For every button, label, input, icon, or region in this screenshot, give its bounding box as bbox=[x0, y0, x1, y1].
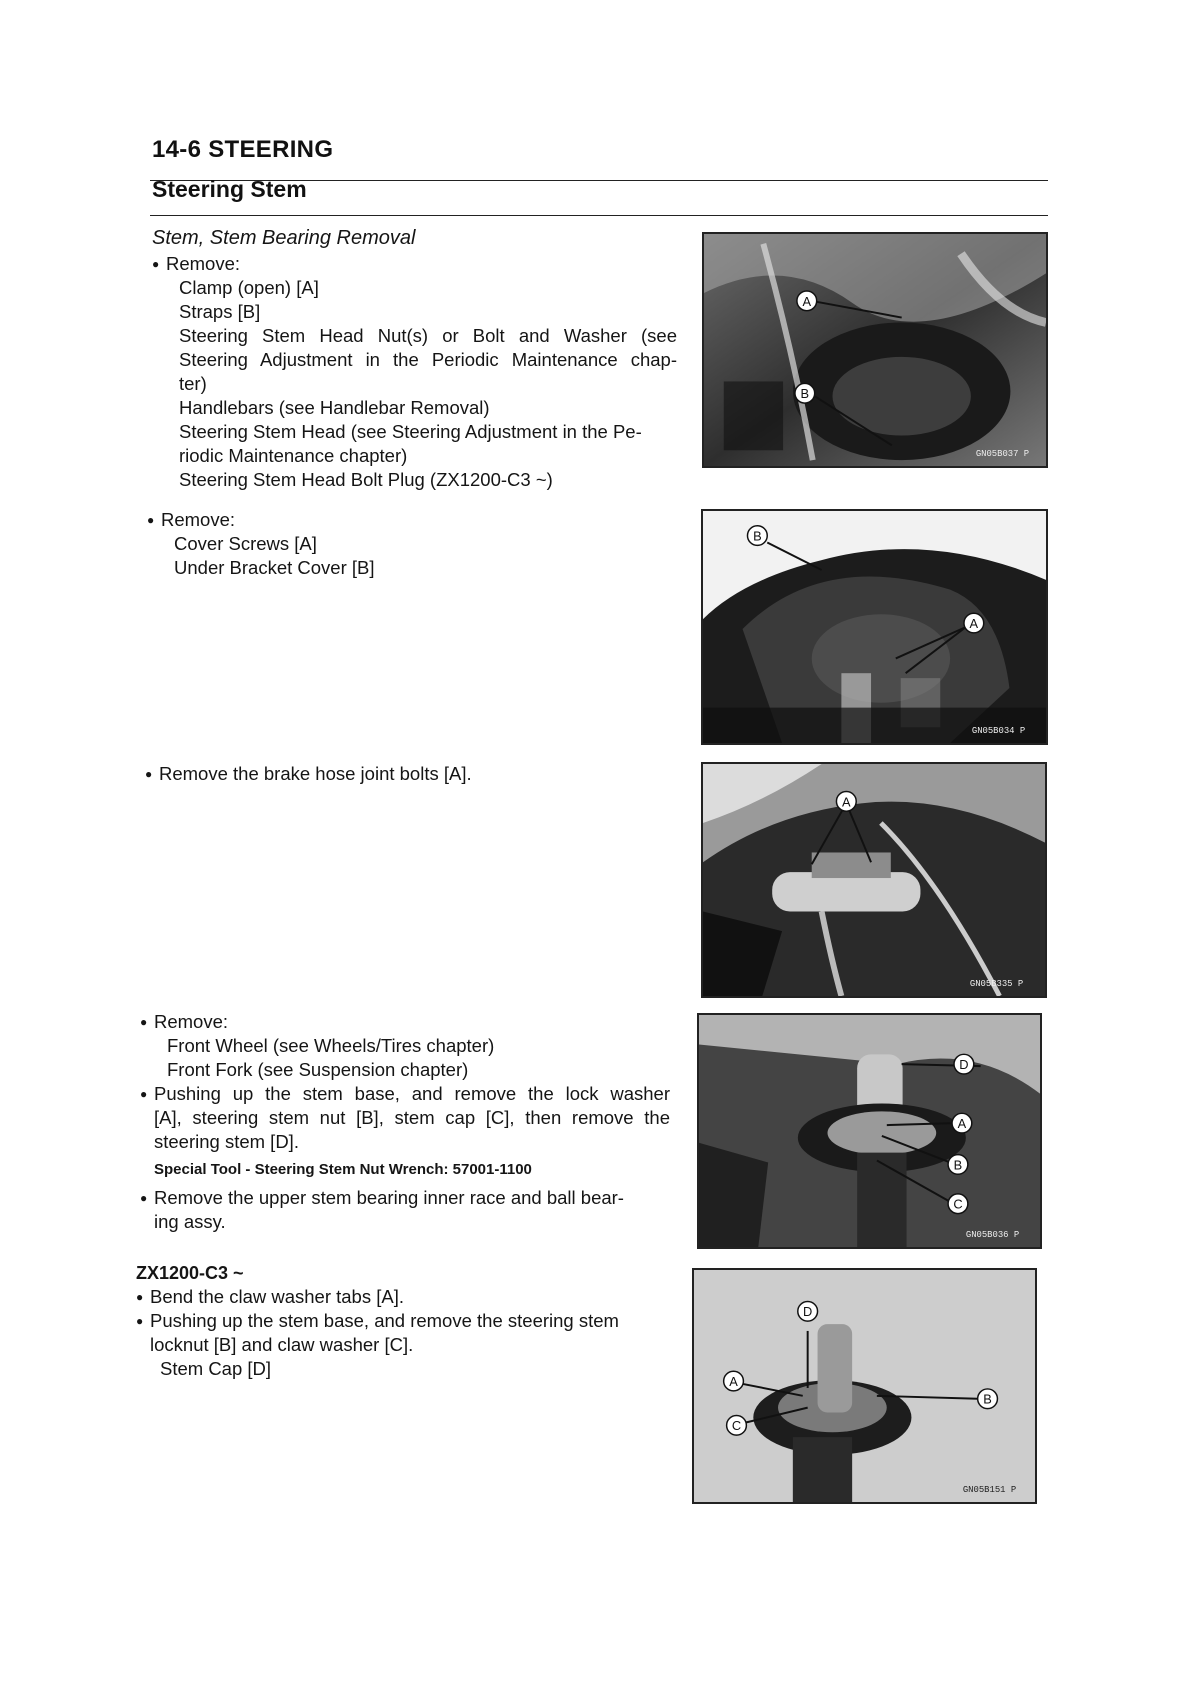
section-rule bbox=[150, 215, 1048, 216]
list-item: Front Fork (see Suspension chapter) bbox=[167, 1059, 469, 1080]
bullet-item: ● Remove: bbox=[152, 252, 677, 276]
block3-text bbox=[145, 762, 472, 786]
bullet-continuation: steering stem [D]. bbox=[154, 1131, 299, 1152]
bullet-item: ● Remove the upper stem bearing inner race and ball bear- bbox=[140, 1186, 670, 1210]
bullet-continuation: [A], steering stem nut [B], stem cap [C], then remove the bbox=[154, 1107, 670, 1128]
model-heading: ZX1200-C3 ~ bbox=[136, 1263, 244, 1283]
list-item: Steering Adjustment in the Periodic Maintenance chap- bbox=[179, 349, 677, 370]
list-item: Straps [B] bbox=[179, 301, 261, 322]
list-item: Steering Stem Head Nut(s) or Bolt and Washer (see bbox=[179, 325, 677, 346]
callout-label: B bbox=[983, 1391, 992, 1407]
photo-under-bracket-cover bbox=[701, 509, 1048, 745]
list-item: Cover Screws [A] bbox=[174, 533, 317, 554]
list-item: Under Bracket Cover [B] bbox=[174, 557, 375, 578]
callout-label: C bbox=[953, 1196, 963, 1212]
photo-steering-stem-nut bbox=[697, 1013, 1042, 1249]
callout-label: B bbox=[800, 386, 810, 402]
section-title: Steering Stem bbox=[152, 176, 307, 202]
bullet-item: ● Remove: bbox=[140, 1010, 670, 1034]
callout-label: D bbox=[959, 1057, 969, 1073]
block5-text bbox=[136, 1261, 671, 1381]
photo-code: GN05B151 P bbox=[962, 1485, 1017, 1496]
callout-label: A bbox=[957, 1116, 967, 1132]
subsection-heading: Stem, Stem Bearing Removal bbox=[152, 227, 416, 249]
callout-label: A bbox=[729, 1374, 738, 1389]
list-item: Stem Cap [D] bbox=[160, 1358, 272, 1379]
list-item: riodic Maintenance chapter) bbox=[179, 445, 408, 466]
callout-label: B bbox=[753, 528, 762, 544]
block1-text bbox=[152, 252, 677, 492]
callout-label: D bbox=[803, 1304, 813, 1320]
bullet-item: ● Pushing up the stem base, and remove the steering stem bbox=[136, 1309, 671, 1333]
callout-label: A bbox=[802, 293, 812, 309]
callout-label: C bbox=[731, 1418, 742, 1434]
block4-text bbox=[140, 1010, 670, 1234]
photo-clamp-straps bbox=[702, 232, 1048, 468]
block2-text bbox=[147, 508, 375, 580]
list-item: Steering Stem Head Bolt Plug (ZX1200-C3 ~) bbox=[179, 469, 553, 490]
photo-code: GN05B037 P bbox=[975, 449, 1030, 460]
special-tool: Special Tool - Steering Stem Nut Wrench: 57001-1100 bbox=[154, 1161, 532, 1178]
callout-label: B bbox=[953, 1157, 963, 1173]
bullet-item: ● Remove the brake hose joint bolts [A]. bbox=[145, 762, 472, 786]
photo-stem-locknut bbox=[692, 1268, 1037, 1504]
list-item: Handlebars (see Handlebar Removal) bbox=[179, 397, 490, 418]
bullet-continuation: locknut [B] and claw washer [C]. bbox=[150, 1334, 414, 1355]
photo-code: GN05B335 P bbox=[969, 979, 1024, 990]
list-item: Front Wheel (see Wheels/Tires chapter) bbox=[167, 1035, 495, 1056]
bullet-item: ● Bend the claw washer tabs [A]. bbox=[136, 1285, 671, 1309]
bullet-continuation: ing assy. bbox=[154, 1211, 226, 1232]
photo-code: GN05B036 P bbox=[965, 1230, 1020, 1241]
photo-code: GN05B034 P bbox=[971, 726, 1026, 737]
list-item: ter) bbox=[179, 373, 207, 394]
callout-label: A bbox=[842, 794, 851, 810]
list-item: Clamp (open) [A] bbox=[179, 277, 319, 298]
bullet-item: ● Pushing up the stem base, and remove the lock washer bbox=[140, 1082, 670, 1106]
photo-brake-hose-joint bbox=[701, 762, 1047, 998]
bullet-item: ● Remove: bbox=[147, 508, 375, 532]
page-title: 14-6 STEERING bbox=[152, 136, 334, 163]
list-item: Steering Stem Head (see Steering Adjustment in the Pe- bbox=[179, 421, 642, 442]
callout-label: A bbox=[969, 616, 979, 631]
